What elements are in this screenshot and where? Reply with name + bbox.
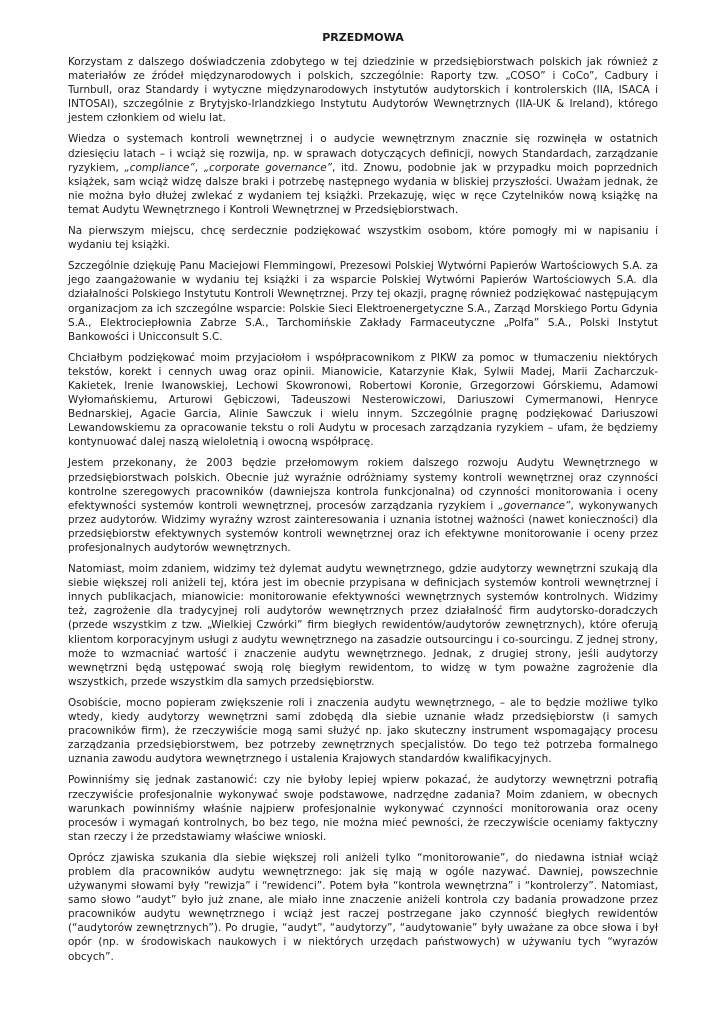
text-segment: ,: [194, 161, 204, 174]
italic-text: „governance”: [498, 499, 571, 512]
paragraph: [68, 259, 658, 344]
italic-text: „corporate governance”: [203, 161, 332, 174]
paragraph: [68, 773, 658, 843]
paragraph: [68, 696, 658, 766]
text-segment: Chciałbym podziękować moim przyjaciołom i współpracownikom z PIKW za pomoc w tłumaczeniu niektórych tekstów, korekt i cennych uwag oraz opinii. Mianowicie, Katarzynie Kłak, Sylwii Madej, Marii Zacharczuk-Kakietek, Irenie Iwanowskiej, Lechowi Skowronowi, Robertowi Koronie, Grzegorzowi Górskiemu, Adamowi Wyłomańskiemu, Arturowi Gębiczowi, Tadeuszowi Nesterowiczowi, Dariuszowi Cymermanowi, Henryce Bednarskiej, Agacie Garcia, Alinie Sawczuk i wielu innym. Szczególnie pragnę podziękować Dariuszowi Lewandowskiemu za opracowanie tekstu o roli Audytu w procesach zarządzania ryzykiem – ufam, że będziemy kontynuować dalej naszą wieloletnią i owocną współpracę.: [68, 351, 658, 449]
text-segment: , itd. Znowu, podobnie jak w przypadku moich poprzednich książek, sam wciąż widzę dalsze braki i potrzebę następnego wydania w bliskiej przyszłości. Uważam jednak, że nie można było dłużej zwlekać z wydaniem tej książki. Przekazuję, więc w ręce Czytelników nową książkę na temat Audytu Wewnętrznego i Kontroli Wewnętrznej w Przedsiębiorstwach.: [68, 161, 658, 216]
paragraph-list: [68, 55, 658, 964]
paragraph: [68, 55, 658, 125]
text-segment: Szczególnie dziękuję Panu Maciejowi Flemmingowi, Prezesowi Polskiej Wytwórni Papierów Wartościowych S.A. za jego zaangażowanie w wydaniu tej książki i za wsparcie Polskiej Wytwórni Papierów Wartościowych S.A. dla działalności Polskiego Instytutu Kontroli Wewnętrznej. Przy tej okazji, pragnę również podziękować następującym organizacjom za ich szczególne wsparcie: Polskie Sieci Elektroenergetyczne S.A., Zarząd Morskiego Portu Gdynia S.A., Elektrociepłownia Zabrze S.A., Tarchomińskie Zakłady Farmaceutyczne „Polfa” S.A., Polski Instytut Bankowości i Unicconsult S.C.: [68, 260, 658, 343]
text-segment: Korzystam z dalszego doświadczenia zdobytego w tej dziedzinie w przedsiębiorstwach polskich jak również z materiałów ze źródeł międzynarodowych i polskich, szczególnie: Raporty tzw. „COSO” i CoCo”, Cadbury i Turnbull, oraz Standardy i wytyczne międzynarodowych instytutów audytorskich i kontrolerskich (IIA, ISACA i INTOSAI), szczególnie z Brytyjsko-Irlandzkiego Instytutu Audytorów Wewnętrznych (IIA-UK & Ireland), którego jestem członkiem od wielu lat.: [68, 56, 658, 125]
text-segment: Jestem przekonany, że 2003 będzie przełomowym rokiem dalszego rozwoju Audytu Wewnętrznego w przedsiębiorstwach polskich. Obecnie już wyraźnie odróżniamy systemy kontroli wewnętrznej oraz czynności kontrolne szeregowych pracowników (dawniejsza kontrola funkcjonalna) od czynności monitorowania i oceny efektywności systemów kontroli wewnętrznej, procesów zarządzania ryzykiem i: [68, 457, 658, 512]
paragraph: [68, 224, 658, 252]
text-segment: Na pierwszym miejscu, chcę serdecznie podziękować wszystkim osobom, które pomogły mi w napisaniu i wydaniu tej książki.: [68, 225, 658, 252]
italic-text: „compliance”: [124, 161, 195, 174]
text-segment: Natomiast, moim zdaniem, widzimy też dylemat audytu wewnętrznego, gdzie audytorzy wewnętrzni szukają dla siebie większej roli aniżeli tej, która jest im obecnie przypisana w definicjach systemów kontroli wewnętrznej i innych publikacjach, mianowicie: monitorowanie efektywności wewnętrznych systemów kontrolnych. Widzimy też, zagrożenie dla tradycyjnej roli audytorów wewnętrznych przez działalność firm audytorsko-doradczych (przede wszystkim z tzw. „Wielkiej Czwórki” firm biegłych rewidentów/audytorów zewnętrznych), które oferują klientom korporacyjnym usługi z audytu wewnętrznego na zasadzie outsourcingu i co-sourcingu. Z jednej strony, może to wzmacniać wartość i znaczenie audytu wewnętrznego. Jednak, z drugiej strony, jeśli audytorzy wewnętrzni będą ustępować swoją rolę biegłym rewidentom, to widzę w tym poważne zagrożenie dla wszystkich, przede wszystkim dla samych przedsiębiorstw.: [68, 563, 658, 688]
paragraph: [68, 851, 658, 964]
text-segment: Osobiście, mocno popieram zwiększenie roli i znaczenia audytu wewnętrznego, – ale to będzie możliwe tylko wtedy, kiedy audytorzy wewnętrzni sami zdobędą dla siebie uznanie władz przedsiębiorstw (i samych pracowników firm), że rzeczywiście mogą sami służyć np. jako skuteczny instrument wspomagający procesu zarządzania przedsiębiorstwem, bez potrzeby zewnętrznych specjalistów. Do tego też potrzeba formalnego uznania zawodu audytora wewnętrznego i ustalenia Krajowych standardów kwalifikacyjnych.: [68, 696, 658, 766]
paragraph: [68, 132, 658, 217]
paragraph: [68, 351, 658, 450]
text-segment: , wykonywanych przez audytorów. Widzimy wyraźny wzrost zainteresowania i uznania istotnej ważności (nawet konieczności) dla przedsiębiorstw efektywnych systemów kontroli wewnętrznej oraz ich efektywne monitorowanie i oceny przez profesjonalnych audytorów wewnętrznych.: [68, 499, 658, 554]
paragraph: [68, 456, 658, 555]
text-segment: Powinniśmy się jednak zastanowić: czy nie byłoby lepiej wpierw pokazać, że audytorzy wewnętrzni potrafią rzeczywiście profesjonalnie wykonywać swoje podstawowe, nadrzędne zadania? Moim zdaniem, w obecnych warunkach powinniśmy właśnie najpierw profesjonalnie wykonywać czynności monitorowania oraz oceny procesów i wymagań kontrolnych, bo bez tego, nie można mieć pewności, że rzeczywiście oceniamy faktyczny stan rzeczy i że przedstawiamy właściwe wnioski.: [68, 774, 658, 843]
paragraph: [68, 562, 658, 689]
text-segment: Oprócz zjawiska szukania dla siebie większej roli aniżeli tylko “monitorowanie”, do niedawna istniał wciąż problem dla pracowników audytu wewnętrznego: jak się mają w ogóle nazywać. Dawniej, powszechnie używanymi słowami były “rewizja” i “rewidenci”. Potem była “kontrola wewnętrzna” i “kontrolerzy”. Natomiast, samo słowo “audyt” było już znane, ale miało inne znaczenie aniżeli kontrola czy badania prowadzone przez pracowników audytu wewnętrznego i wciąż jest raczej postrzegane jako czynność biegłych rewidentów (“audytorów zewnętrznych”). Po drugie, “audyt”, “audytorzy”, “audytowanie” były uważane za obce słowa i był opór (np. w środowiskach naukowych i w niektórych urzędach państwowych) w używaniu tych “wyrazów obcych”.: [68, 851, 658, 963]
page-title: PRZEDMOWA: [322, 31, 404, 44]
text-segment: Wiedza o systemach kontroli wewnętrznej i o audycie wewnętrznym znacznie się rozwinęła w ostatnich dziesięciu latach – i wciąż się rozwija, np. w sprawach dotyczących definicji, nowych Standardach, zarządzanie ryzykiem,: [68, 133, 658, 174]
